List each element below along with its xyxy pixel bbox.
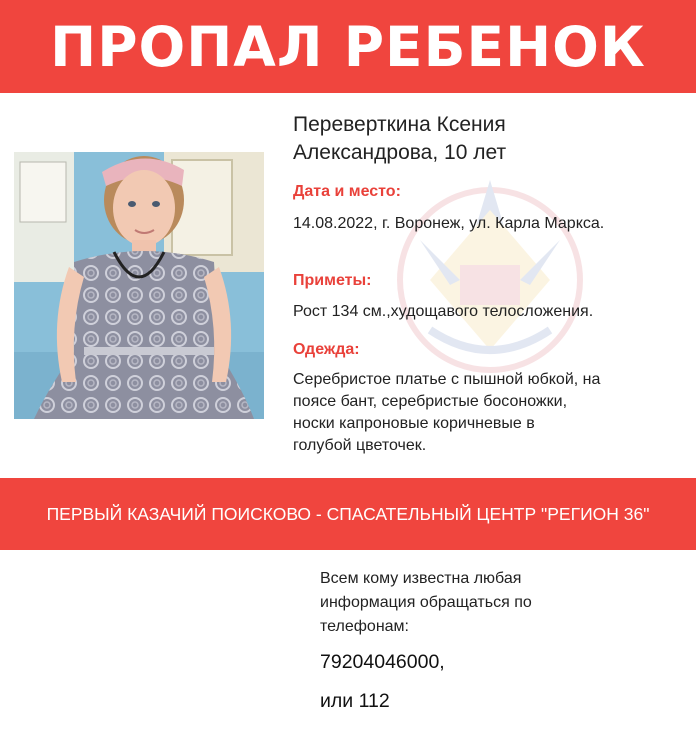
phone-alt: или 112 <box>320 690 390 712</box>
title-banner <box>0 0 696 93</box>
date-place-value: 14.08.2022, г. Воронеж, ул. Карла Маркса. <box>293 215 605 232</box>
contact-line: Всем кому известна любая <box>320 570 522 587</box>
contact-line: телефонам: <box>320 618 409 635</box>
clothes-label: Одежда: <box>293 341 360 358</box>
clothes-line: Серебристое платье с пышной юбкой, на <box>293 371 601 388</box>
organization-name: ПЕРВЫЙ КАЗАЧИЙ ПОИСКОВО - СПАСАТЕЛЬНЫЙ ЦЕНТР "РЕГИОН 36" <box>46 503 650 524</box>
contact-info <box>320 567 532 639</box>
person-name-line2: Александрова, 10 лет <box>293 141 507 164</box>
phone-primary: 79204046000, <box>320 651 445 673</box>
child-photo <box>14 152 264 419</box>
person-name <box>293 111 506 167</box>
signs-value: Рост 134 см.,худощавого телосложения. <box>293 303 594 320</box>
clothes-line: носки капроновые коричневые в <box>293 415 535 432</box>
organization-banner <box>0 478 696 550</box>
contact-line: информация обращаться по <box>320 594 532 611</box>
clothes-line: поясе бант, серебристые босоножки, <box>293 393 568 410</box>
search-rescue-emblem-watermark <box>390 170 590 380</box>
clothes-description <box>293 369 600 457</box>
person-name-line1: Переверткина Ксения <box>293 113 506 136</box>
date-place-label: Дата и место: <box>293 183 401 200</box>
clothes-line: голубой цветочек. <box>293 437 427 454</box>
page-title: ПРОПАЛ РЕБЕНОК <box>50 14 646 79</box>
signs-label: Приметы: <box>293 272 372 289</box>
